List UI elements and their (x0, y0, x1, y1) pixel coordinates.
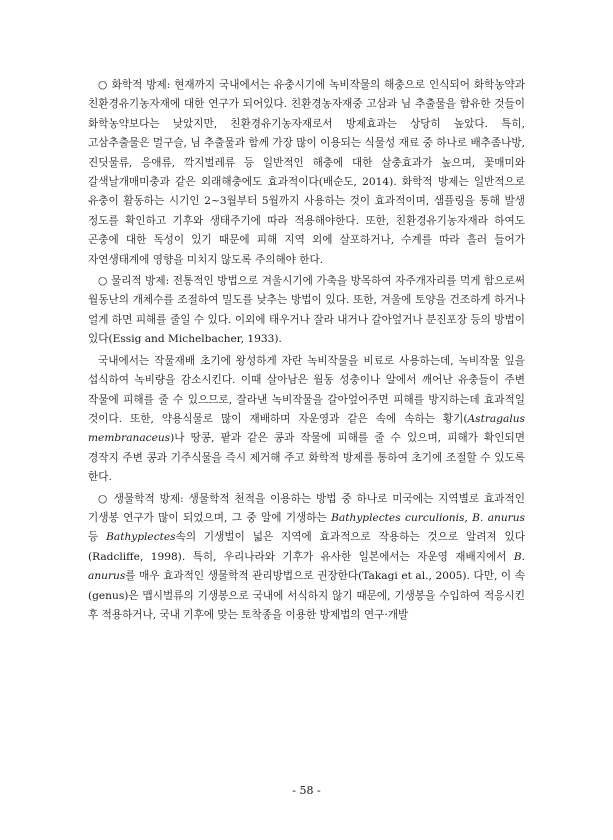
body-text (88, 76, 525, 627)
text-run: ○ 생물학적 방제: 생물학적 천적을 이용하는 방법 중 하나로 미국에는 지역별로 효과적인 기생봉 연구가 많이 되었으며, 그 중 알에 기생하는 (88, 492, 525, 524)
text-run: 를 매우 효과적인 생물학적 관리방법으로 권장한다(Takagi et al., 2005). 다만, 이 속(genus)은 맵시벌류의 기생봉으로 국내에 서식하지 않기 때문에, 기생봉을 수입하여 적응시킨 후 적용하거나, 국내 기후에 맞는 토착종을 이용한 방제법의 연구·개발 (88, 570, 525, 621)
text-run: )나 땅콩, 팥과 같은 콩과 작물에 피해를 줄 수 있으며, 피해가 확인되면 경작지 주변 콩과 기주식물을 즉시 제거해 주고 화학적 방제를 통하여 초기에 조절할 수 있도록 한다. (88, 432, 525, 484)
paragraph-chemical-control (88, 76, 525, 270)
paragraph-domestic-practice (88, 352, 525, 488)
page-number: - 58 - (292, 784, 321, 797)
scientific-name: Bathyplectes curculionis, B. anurus (331, 511, 525, 524)
text-run: 국내에서는 작물재배 초기에 왕성하게 자란 녹비작물을 비료로 사용하는데, 녹비작물 잎을 섭식하여 녹비량을 감소시킨다. 이때 살아남은 월동 성충이나 알에서 깨어난 유충들이 주변 작물에 피해를 줄 수 있으므로, 잘라낸 녹비작물을 갈아엎어주면 피해를 방지하는데 효과적일 것이다. 또한, 약용식물로 많이 재배하며 자운영과 같은 속에 속하는 황기( (88, 354, 525, 425)
paragraph-biological-control (88, 490, 525, 626)
text-run: 등 (88, 531, 107, 544)
scientific-name: Bathyplectes (106, 531, 176, 544)
scientific-name: B. anurus (88, 550, 525, 583)
scientific-name: Astragalus membranaceus (88, 412, 525, 445)
text-run: 속의 기생벌이 넓은 지역에 효과적으로 작용하는 것으로 알려져 있다(Radcliffe, 1998). 특히, 우리나라와 기후가 유사한 일본에서는 자운영 재배지에서 (88, 531, 525, 563)
paragraph-physical-control (88, 272, 525, 350)
text-run: ○ 화학적 방제: 현재까지 국내에서는 유충시기에 녹비작물의 해충으로 인식되어 화학농약과 친환경유기농자재에 대한 연구가 되어있다. 친환경농자재중 고삼과 님 추출물을 함유한 것들이 화학농약보다는 낮았지만, 친환경유기농자재로서 방제효과는 상당히 높았다. 특히, 고삼추출물은 멀구슬, 님 추출물과 함께 가장 많이 이용되는 식물성 재료 중 하나로 배추좀나방, 진딧물류, 응애류, 깍지벌레류 등 일반적인 해충에 대한 살충효과가 높으며, 꽃매미와 갈색날개매미충과 같은 외래해충에도 효과적이다(배순도, 2014). 화학적 방제는 일반적으로 유충이 활동하는 시기인 2~3월부터 5월까지 사용하는 것이 효과적이며, 샘플링을 통해 발생 정도를 확인하고 기후와 생태주기에 따라 적용해야한다. 또한, 친환경유기농자재라 하여도 곤충에 대한 독성이 있기 때문에 피해 지역 외에 살포하거나, 수계를 따라 흘러 들어가 자연생태계에 영향을 미치지 않도록 주의해야 한다. (88, 79, 525, 266)
text-run: ○ 물리적 방제: 전통적인 방법으로 겨울시기에 가축을 방목하여 자주개자리를 먹게 함으로써 월동난의 개체수를 조절하여 밀도를 낮추는 방법이 있다. 또한, 겨울에 토양을 건조하게 하거나 얼게 하면 피해를 줄일 수 있다. 이외에 태우거나 잘라 내거나 갈아엎거나 분진포장 등의 방법이 있다(Essig and Michelbacher, 1933). (88, 275, 525, 346)
